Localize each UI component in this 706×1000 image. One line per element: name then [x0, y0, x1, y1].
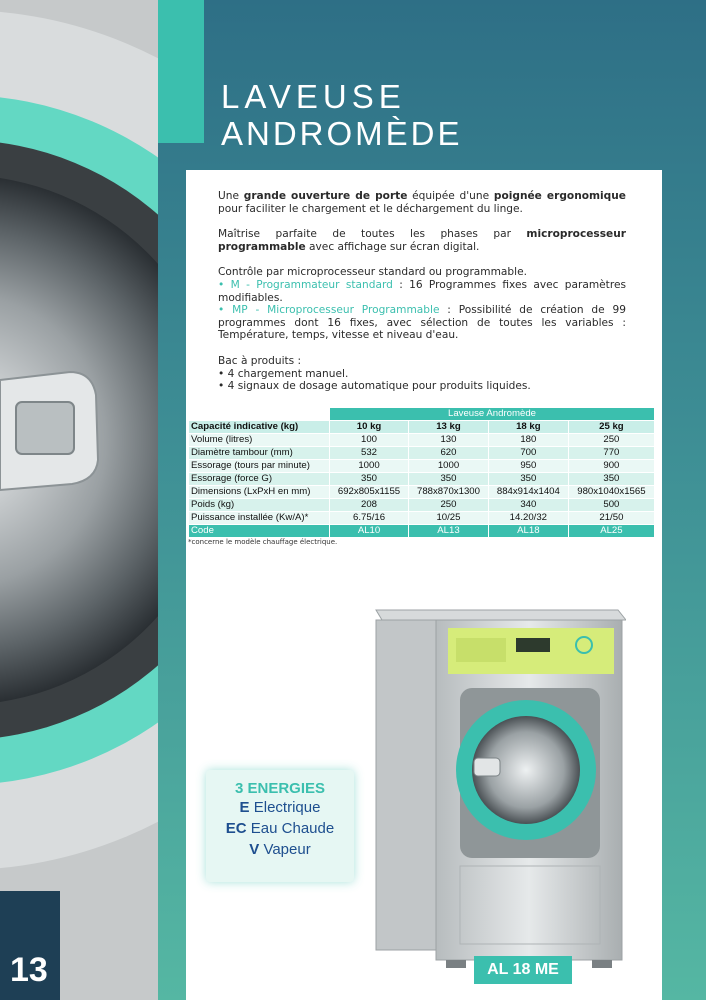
table-cell: 250	[409, 499, 489, 512]
energies-box	[206, 770, 354, 882]
energy-item	[206, 839, 354, 860]
table-row	[189, 447, 655, 460]
energy-name: Vapeur	[259, 841, 311, 858]
table-cell: 770	[568, 447, 654, 460]
row-label: Puissance installée (Kw/A)*	[189, 512, 330, 525]
text-emphasis: microprocesseur programmable	[218, 228, 626, 253]
table-cell: 500	[568, 499, 654, 512]
table-group-header: Laveuse Andromède	[330, 408, 655, 421]
table-cell: 250	[568, 434, 654, 447]
energy-code: E	[239, 799, 250, 816]
text-run: Maîtrise parfaite de toutes les phases par	[218, 228, 527, 241]
intro-paragraph-4	[218, 355, 626, 393]
footnote: *concerne le modèle chauffage électrique.	[188, 538, 338, 546]
title-line-1: LAVEUSE	[221, 78, 406, 115]
table-cell: 788x870x1300	[409, 486, 489, 499]
table-cell: 10 kg	[330, 421, 409, 434]
energy-name: Electrique	[249, 799, 321, 816]
table-cell: AL25	[568, 525, 654, 538]
table-cell: 532	[330, 447, 409, 460]
table-row	[189, 512, 655, 525]
table-cell: 13 kg	[409, 421, 489, 434]
text-run: Contrôle par microprocesseur standard ou programmable.	[218, 266, 527, 279]
table-cell: 350	[409, 473, 489, 486]
table-row	[189, 525, 655, 538]
intro-paragraph-3	[218, 266, 626, 342]
table-row	[189, 421, 655, 434]
text-run: Bac à produits :	[218, 354, 302, 367]
table-cell: 180	[488, 434, 568, 447]
row-label: Code	[189, 525, 330, 538]
list-item: • 4 chargement manuel.	[218, 367, 349, 380]
table-cell: 100	[330, 434, 409, 447]
table-cell: 1000	[330, 460, 409, 473]
intro-paragraph-1	[218, 190, 626, 215]
intro-paragraph-2	[218, 228, 626, 253]
bullet-text: : 16 Programmes fixes avec paramètres modifiables.	[218, 278, 626, 304]
bullet-label: • M - Programmateur standard	[218, 278, 393, 291]
table-cell: 700	[488, 447, 568, 460]
table-cell: 340	[488, 499, 568, 512]
row-label: Capacité indicative (kg)	[189, 421, 330, 434]
table-cell: 14.20/32	[488, 512, 568, 525]
row-label: Essorage (force G)	[189, 473, 330, 486]
energy-code: EC	[225, 820, 247, 837]
table-cell: 10/25	[409, 512, 489, 525]
model-label: AL 18 ME	[474, 956, 572, 984]
energy-code: V	[249, 841, 260, 858]
title-line-2: ANDROMÈDE	[221, 115, 463, 152]
page-number-block	[0, 891, 60, 1000]
accent-block	[158, 0, 204, 143]
table-cell: 18 kg	[488, 421, 568, 434]
table-cell: 208	[330, 499, 409, 512]
text-run: pour faciliter le chargement et le déchargement du linge.	[218, 202, 523, 215]
table-header-row	[189, 408, 655, 421]
drum-photo	[0, 0, 158, 1000]
table-cell: 350	[488, 473, 568, 486]
row-label: Diamètre tambour (mm)	[189, 447, 330, 460]
row-label: Poids (kg)	[189, 499, 330, 512]
text-run: avec affichage sur écran digital.	[305, 240, 480, 253]
table-cell: AL10	[330, 525, 409, 538]
energies-heading: 3 ENERGIES	[234, 780, 326, 797]
table-cell: 1000	[409, 460, 489, 473]
table-cell: 692x805x1155	[330, 486, 409, 499]
row-label: Volume (litres)	[189, 434, 330, 447]
table-row	[189, 499, 655, 512]
table-cell: 950	[488, 460, 568, 473]
table-cell: 25 kg	[568, 421, 654, 434]
list-item: • 4 signaux de dosage automatique pour produits liquides.	[218, 380, 531, 393]
washing-machine-image	[356, 598, 626, 968]
row-label: Essorage (tours par minute)	[189, 460, 330, 473]
text-run: équipée d'une	[407, 190, 494, 202]
row-label: Dimensions (LxPxH en mm)	[189, 486, 330, 499]
table-cell: 130	[409, 434, 489, 447]
spec-table	[188, 407, 655, 538]
table-cell: AL18	[488, 525, 568, 538]
table-cell: 980x1040x1565	[568, 486, 654, 499]
text-emphasis: poignée ergonomique	[493, 190, 626, 202]
table-cell: 620	[409, 447, 489, 460]
bullet-text: : Possibilité de création de 99 programmes dont 16 fixes, avec sélection de toutes les variables : Température, temps, vitesse et niveau d'eau.	[218, 304, 626, 342]
energy-item	[206, 818, 354, 839]
table-cell: 350	[568, 473, 654, 486]
page-title	[221, 80, 463, 154]
text-run: Une	[218, 190, 244, 202]
table-corner	[189, 408, 330, 421]
table-row	[189, 486, 655, 499]
table-cell: AL13	[409, 525, 489, 538]
table-row	[189, 460, 655, 473]
page-number: 13	[10, 951, 48, 989]
table-cell: 6.75/16	[330, 512, 409, 525]
text-emphasis: grande ouverture de porte	[243, 190, 408, 202]
list-item	[218, 304, 626, 342]
table-cell: 884x914x1404	[488, 486, 568, 499]
energy-item	[206, 797, 354, 818]
list-item	[218, 279, 626, 304]
bullet-label: • MP - Microprocesseur Programmable	[218, 304, 440, 317]
energy-name: Eau Chaude	[246, 820, 335, 837]
table-cell: 350	[330, 473, 409, 486]
table-cell: 900	[568, 460, 654, 473]
drum-illustration	[0, 0, 158, 1000]
table-row	[189, 434, 655, 447]
table-row	[189, 473, 655, 486]
table-cell: 21/50	[568, 512, 654, 525]
description	[218, 190, 626, 406]
